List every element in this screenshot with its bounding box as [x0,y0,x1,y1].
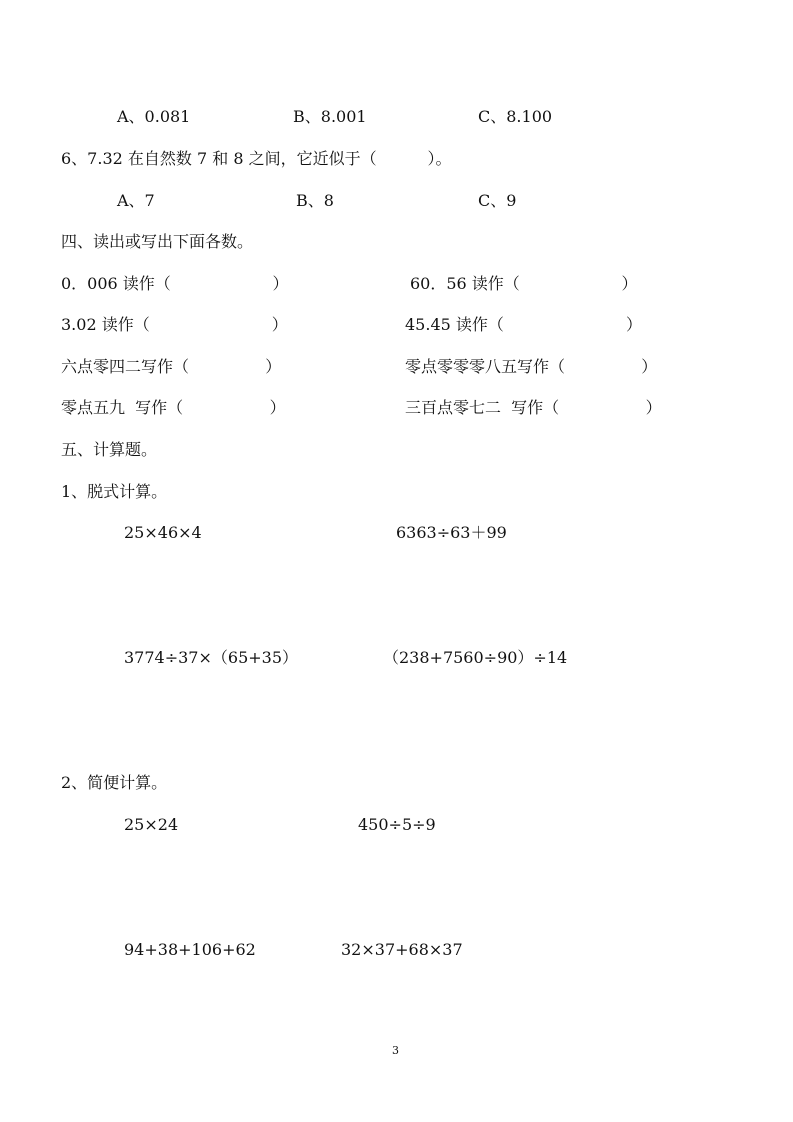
q6-option-b: B、8 [296,191,334,210]
calc-problem: 3774÷37×（65+35） [124,648,299,667]
part1-title: 1、脱式计算。 [61,482,168,501]
q6-option-a: A、7 [117,191,155,210]
section4-item: 零点零零零八五写作（ ） [405,357,658,376]
q5-option-b: B、8.001 [293,107,367,126]
calc-problem: 25×46×4 [124,523,202,542]
section4-item: 60．56 读作（ ） [410,274,638,293]
q5-option-c: C、8.100 [478,107,553,126]
calc-problem: 6363÷63＋99 [396,523,507,542]
q6-option-c: C、9 [478,191,517,210]
calc-problem: （238+7560÷90）÷14 [383,648,568,667]
section4-item: 3.02 读作（ ） [61,315,288,334]
calc-problem: 94+38+106+62 [124,940,256,959]
calc-problem: 32×37+68×37 [341,940,463,959]
q5-option-a: A、0.081 [117,107,191,126]
part2-title: 2、简便计算。 [61,773,168,792]
section4-item: 45.45 读作（ ） [405,315,642,334]
calc-problem: 450÷5÷9 [358,815,436,834]
q6-text: 6、7.32 在自然数 7 和 8 之间，它近似于（ ）。 [61,149,452,168]
calc-problem: 25×24 [124,815,179,834]
section4-item: 六点零四二写作（ ） [61,357,282,376]
section5-heading: 五、计算题。 [61,440,158,459]
section4-item: 零点五九 写作（ ） [61,398,286,417]
section4-item: 0．006 读作（ ） [61,274,289,293]
section4-item: 三百点零七二 写作（ ） [405,398,662,417]
section4-heading: 四、读出或写出下面各数。 [61,232,254,251]
page-number: 3 [392,1044,399,1057]
